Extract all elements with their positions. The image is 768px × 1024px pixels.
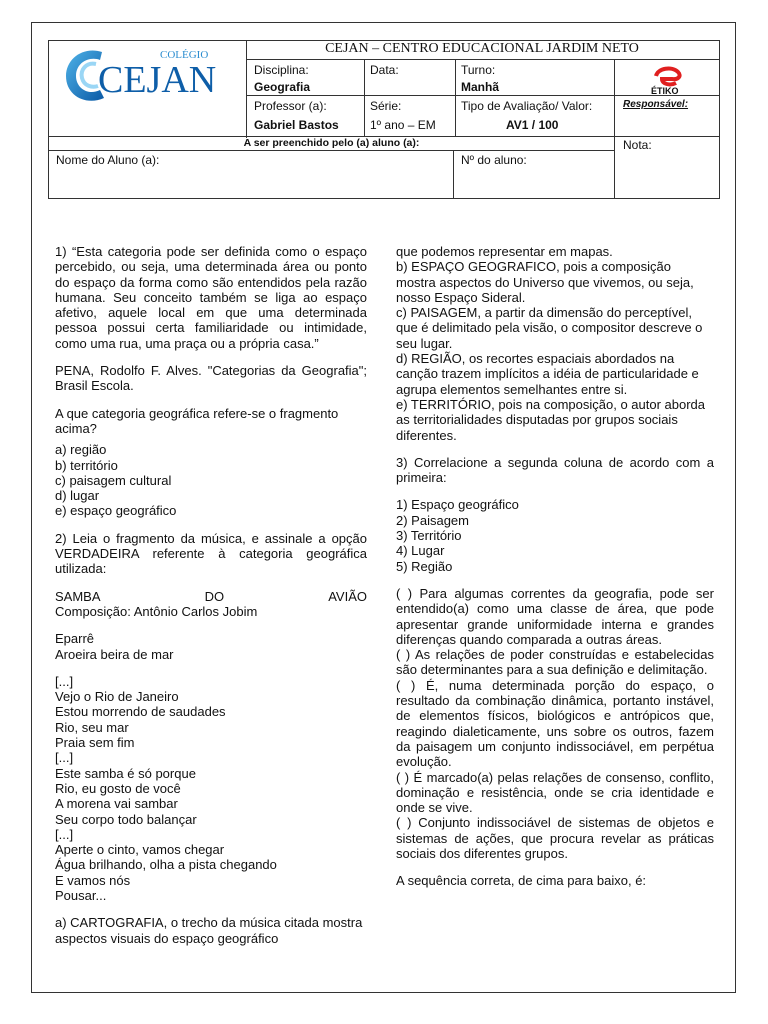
q2-option-a-cont: que podemos representar em mapas. (396, 244, 613, 259)
song-line: Rio, seu mar (55, 719, 129, 735)
etiko-logo (648, 65, 690, 95)
song-line: [...] (55, 673, 74, 689)
preencher-label: A ser preenchido pelo (a) aluno (a): (243, 137, 420, 149)
song-line: Praia sem fim (55, 735, 135, 751)
song-line: A morena vai sambar (55, 796, 178, 812)
song-line: Aroeira beira de mar (55, 646, 174, 662)
song-line: [...] (55, 826, 74, 842)
divider (48, 150, 615, 151)
song-line: Aperte o cinto, vamos chegar (55, 842, 225, 858)
q2-option-a: a) CARTOGRAFIA, o trecho da música citada mostra aspectos visuais do espaço geográfico (55, 915, 363, 946)
svg-text:COLÉGIO: COLÉGIO (160, 49, 209, 61)
disciplina-value: Geografia (254, 80, 311, 94)
q3-item: 4) Lugar (396, 543, 445, 559)
song-title-word: SAMBA (55, 588, 101, 604)
divider (614, 59, 615, 199)
q3-statement: ( ) Para algumas correntes da geografia, pode ser entendido(a) como uma classe de área, que pode apresentar grande uniformidade interna e grandes diferenças quando comparada a outras áreas. (396, 585, 714, 647)
q3-item: 2) Paisagem (396, 512, 469, 528)
q3-text: 3) Correlacione a segunda coluna de acordo com a primeira: (396, 454, 714, 486)
song-line: Rio, eu gosto de você (55, 780, 181, 796)
song-title-word: DO (204, 588, 225, 604)
divider (364, 59, 365, 137)
avaliacao-value: AV1 / 100 (506, 118, 559, 132)
q3-statement: ( ) É marcado(a) pelas relações de consenso, conflito, dominação e resistência, onde se cria identidade e onde se vive. (396, 769, 714, 816)
song-line: Este samba é só porque (55, 765, 196, 781)
q2-option-d: d) REGIÃO, os recortes espaciais abordados na canção trazem implícitos a idéia de particularidade e agrupa elementos semelhantes entre si. (396, 351, 699, 397)
responsavel-label: Responsável: (623, 99, 689, 110)
svg-text:CEJAN: CEJAN (98, 59, 217, 101)
q3-statement: ( ) Conjunto indissociável de sistemas de objetos e sistemas de ações, que procura revelar as práticas sociais dos diferentes grupos. (396, 815, 714, 861)
q1-option: a) região (55, 442, 107, 458)
q1-reference: PENA, Rodolfo F. Alves. "Categorias da Geografia"; Brasil Escola. (55, 363, 367, 394)
nota-label: Nota: (623, 138, 652, 152)
song-line: Seu corpo todo balançar (55, 811, 197, 827)
q1-text: 1) “Esta categoria pode ser definida como o espaço percebido, ou seja, uma determinada área ou ponto do espaço da forma como são entendidos pela razão humana. Seu conceito também se liga ao espaço afetivo, aquele local em que uma determinada pessoa possui certa familiaridade ou intimidade, como uma rua, uma praça ou a própria casa.” (55, 244, 367, 351)
school-title: CEJAN – CENTRO EDUCACIONAL JARDIM NETO (325, 41, 639, 56)
q2-option-b: b) ESPAÇO GEOGRAFICO, pois a composição mostra aspectos do Universo que vivemos, ou seja, nosso Espaço Sideral. (396, 259, 694, 305)
q3-item: 5) Região (396, 558, 453, 574)
turno-value: Manhã (461, 80, 500, 94)
q1-question: A que categoria geográfica refere-se o fragmento acima? (55, 405, 339, 436)
song-line: Pousar... (55, 887, 107, 903)
q3-item: 3) Território (396, 528, 462, 544)
aluno-name-field: Nome do Aluno (a): (56, 153, 160, 167)
divider (453, 150, 454, 199)
avaliacao-label: Tipo de Avaliação/ Valor: (461, 99, 593, 113)
divider (246, 59, 719, 60)
song-composer: Composição: Antônio Carlos Jobim (55, 603, 258, 619)
q2-text: 2) Leia o fragmento da música, e assinale a opção VERDADEIRA referente à categoria geográfica utilizada: (55, 530, 367, 577)
turno-label: Turno: (461, 63, 496, 77)
divider (246, 95, 719, 96)
song-title (55, 589, 367, 604)
q3-statement: ( ) As relações de poder construídas e estabelecidas são determinantes para a sua definição e delimitação. (396, 647, 714, 678)
serie-value: 1º ano – EM (370, 118, 436, 132)
cejan-logo (62, 44, 232, 106)
q3-question: A sequência correta, de cima para baixo, é: (396, 873, 647, 889)
q1-option: c) paisagem cultural (55, 472, 172, 488)
right-column (396, 244, 714, 889)
song-line: Água brilhando, olha a pista chegando (55, 857, 277, 873)
q1-option: e) espaço geográfico (55, 503, 177, 519)
disciplina-label: Disciplina: (254, 63, 309, 77)
aluno-number-field: Nº do aluno: (461, 153, 527, 167)
song-line: Vejo o Rio de Janeiro (55, 689, 179, 705)
data-label: Data: (370, 63, 399, 77)
song-line: E vamos nós (55, 872, 131, 888)
q3-item: 1) Espaço geográfico (396, 497, 519, 513)
q2-option-e: e) TERRITÓRIO, pois na composição, o autor aborda as territorialidades disputadas por grupos sociais diferentes. (396, 396, 706, 443)
q2-option-c: c) PAISAGEM, a partir da dimensão do perceptível, que é delimitado pela visão, o compositor descreve o seu lugar. (396, 305, 703, 351)
svg-text:ÉTIKO: ÉTIKO (651, 86, 679, 95)
song-line: [...] (55, 750, 74, 766)
song-line: Estou morrendo de saudades (55, 704, 226, 720)
professor-label: Professor (a): (254, 99, 327, 113)
q1-option: d) lugar (55, 488, 100, 504)
professor-value: Gabriel Bastos (254, 118, 339, 132)
q1-option: b) território (55, 457, 118, 473)
song-title-word: AVIÃO (328, 588, 367, 604)
serie-label: Série: (370, 99, 402, 113)
left-column (55, 244, 367, 946)
q3-statement: ( ) É, numa determinada porção do espaço, o resultado da combinação dinâmica, portanto instável, de elementos físicos, biológicos e antrópicos que, reagindo dialeticamente, uns sobre os outros, fazem da paisagem um conjunto indissociável, em perpétua evolução. (396, 677, 714, 770)
divider (455, 59, 456, 137)
song-line: Eparrê (55, 631, 95, 647)
